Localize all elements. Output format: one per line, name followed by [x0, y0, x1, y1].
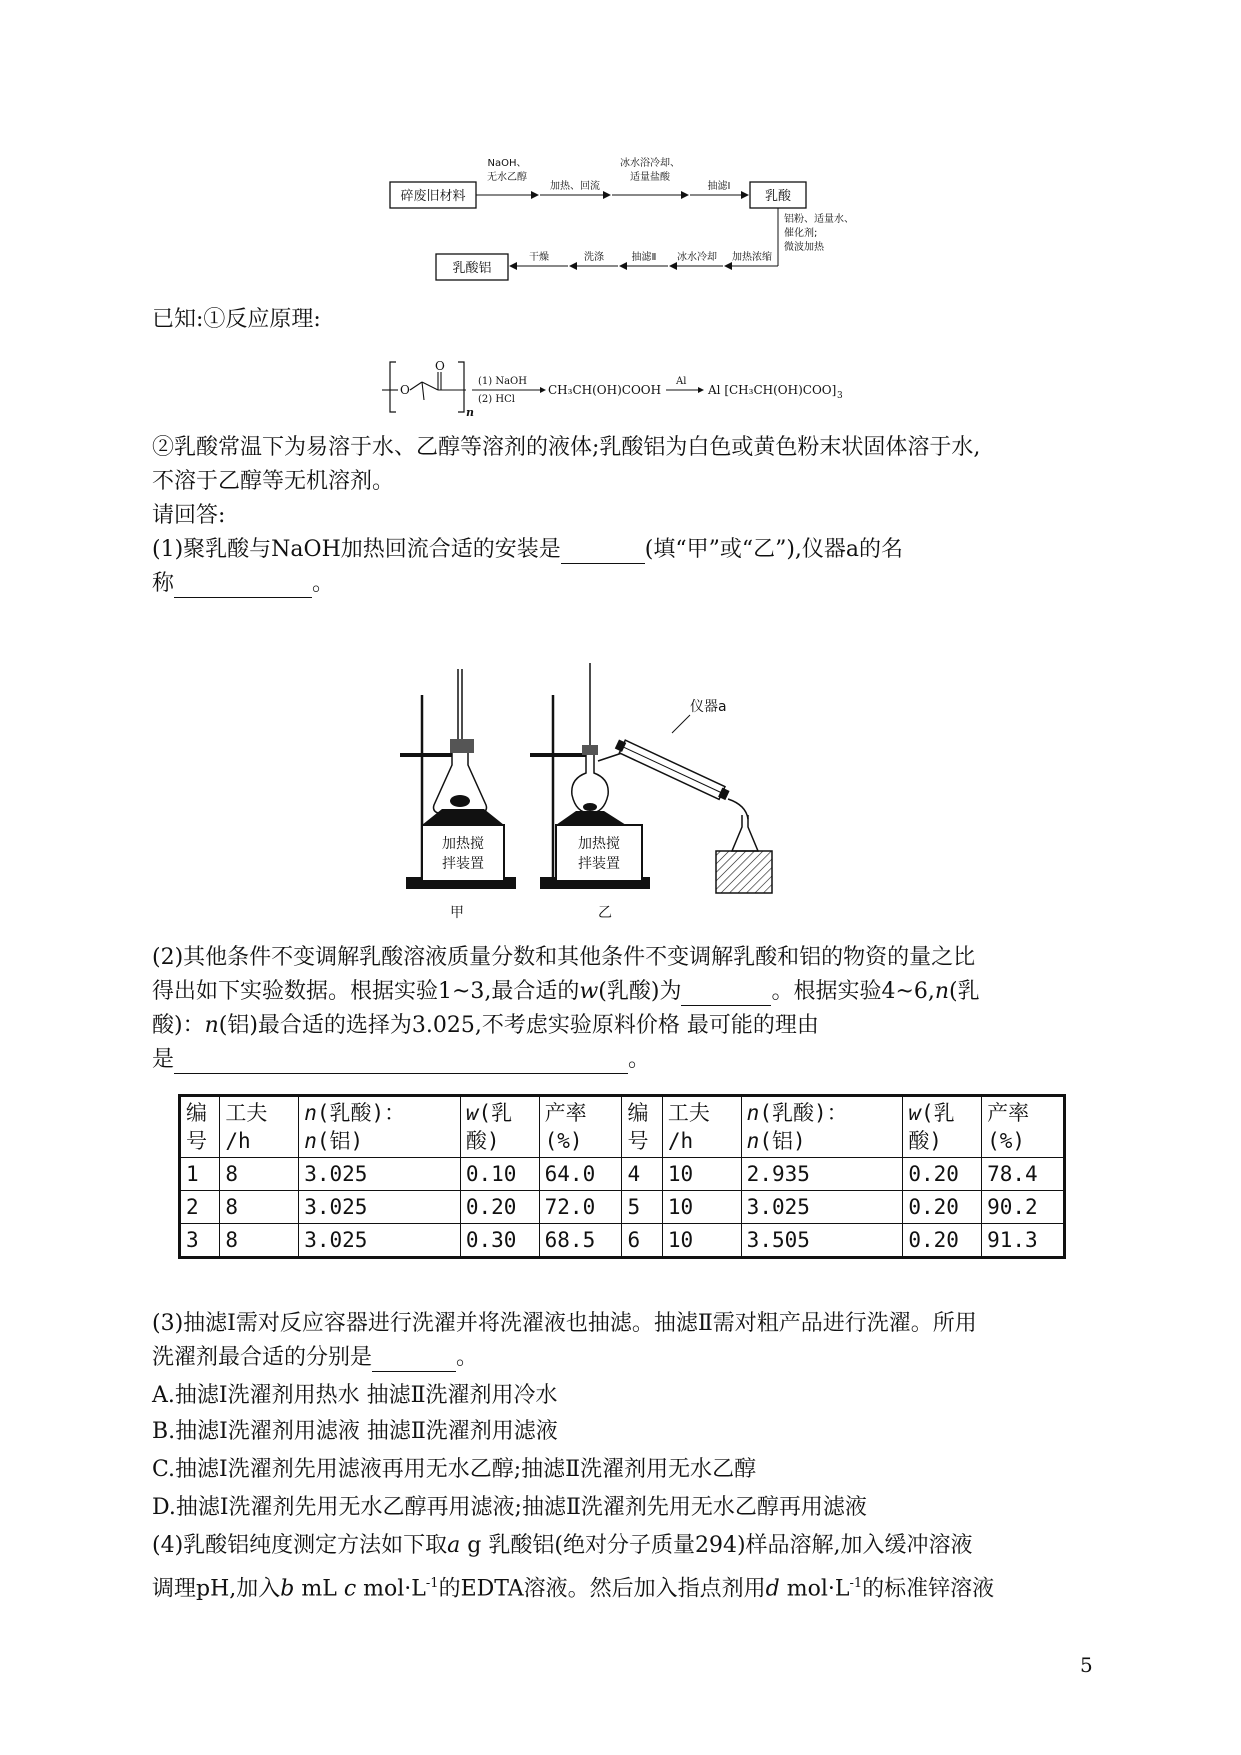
table-cell: 10	[662, 1158, 741, 1191]
label-instrument-a: 仪器a	[690, 699, 727, 715]
q1-text-d: 。	[312, 571, 335, 596]
table-cell: 3.505	[741, 1224, 903, 1258]
table-cell: 10	[662, 1191, 741, 1224]
q2-text-b: (乳酸)为	[598, 979, 682, 1004]
carbonyl-oxygen: O	[435, 359, 445, 373]
table-cell: 3.025	[299, 1191, 461, 1224]
header-cell: 产率 (%)	[982, 1096, 1065, 1158]
please-answer: 请回答:	[152, 503, 226, 528]
table-cell: 3.025	[299, 1158, 461, 1191]
known2-line2: 不溶于乙醇等无机溶剂。	[152, 469, 395, 494]
apparatus-yi	[530, 663, 772, 921]
q2-text-g: 是	[152, 1047, 175, 1072]
q4-text-b: g 乳酸铝(绝对分子质量294)样品溶解,加入缓冲溶液	[460, 1533, 973, 1558]
flow-step3-bottom: 适量盐酸	[630, 172, 670, 183]
table-cell: 68.5	[539, 1224, 622, 1258]
header-cell: 编 号	[622, 1096, 662, 1158]
q4-text-c: 调理pH,加入	[152, 1576, 281, 1602]
table-cell: 0.20	[903, 1158, 982, 1191]
header-cell: 工夫 /h	[662, 1096, 741, 1158]
q2-line4	[152, 1046, 650, 1074]
q1-text-b: (填“甲”或“乙”),仪器a的名	[644, 537, 904, 562]
q4-line2	[152, 1570, 994, 1603]
table-row	[180, 1158, 1065, 1191]
q1-line1	[152, 536, 903, 564]
table-cell: 2	[180, 1191, 220, 1224]
page-number: 5	[1080, 1653, 1093, 1677]
q1-text-a: (1)聚乳酸与NaOH加热回流合适的安装是	[152, 537, 561, 562]
flow-r1: 加热浓缩	[732, 252, 772, 263]
experiment-data-table	[178, 1094, 1066, 1259]
reaction-al-cond: Al	[676, 376, 687, 387]
header-cell: 产率 (%)	[539, 1096, 622, 1158]
process-flowchart	[380, 150, 880, 300]
q3-option-b: B.抽滤Ⅰ洗濯剂用滤液 抽滤Ⅱ洗濯剂用滤液	[152, 1419, 558, 1444]
table-cell: 3	[180, 1224, 220, 1258]
table-cell: 2.935	[741, 1158, 903, 1191]
header-cell: 编 号	[180, 1096, 220, 1158]
table-cell: 6	[622, 1224, 662, 1258]
table-cell: 0.20	[460, 1191, 539, 1224]
q2-line3	[152, 1012, 819, 1040]
q4-text-a: (4)乳酸铝纯度测定方法如下取	[152, 1533, 448, 1558]
q4-sup-2: -1	[849, 1576, 863, 1591]
reaction-scheme	[380, 356, 880, 426]
flow-r4: 洗涤	[584, 252, 604, 263]
flow-down-2: 催化剂;	[784, 228, 818, 239]
header-cell: w(乳 酸)	[903, 1096, 982, 1158]
q1-answer-blank-1[interactable]	[561, 541, 645, 564]
heater-yi-line1: 加热搅	[578, 836, 620, 852]
table-cell: 0.20	[903, 1224, 982, 1258]
table-cell: 91.3	[982, 1224, 1065, 1258]
ester-oxygen: O	[400, 383, 410, 397]
q4-text-e: mol·L	[356, 1576, 426, 1602]
flow-r5: 干燥	[529, 252, 549, 263]
q1-answer-blank-2[interactable]	[174, 575, 312, 598]
flow-lactic-label: 乳酸	[764, 189, 792, 204]
q2-text-f: (铝)最合适的选择为3.025,不考虑实验原料价格 最可能的理由	[218, 1013, 819, 1038]
table-cell: 5	[622, 1191, 662, 1224]
q4-text-d: mL	[294, 1576, 344, 1602]
heater-yi-line2: 拌装置	[578, 856, 620, 872]
header-cell: n(乳酸)： n(铝)	[741, 1096, 903, 1158]
table-cell: 1	[180, 1158, 220, 1191]
apparatus-figure	[390, 655, 870, 925]
table-cell: 4	[622, 1158, 662, 1191]
flow-step1-bottom: 无水乙醇	[487, 172, 527, 183]
table-row	[180, 1224, 1065, 1258]
flow-down-3: 微波加热	[784, 242, 824, 253]
repeat-n: n	[466, 406, 474, 419]
known2-line1: ②乳酸常温下为易溶于水、乙醇等溶剂的液体;乳酸铝为白色或黄色粉末状固体溶于水,	[152, 435, 981, 460]
flow-end-label: 乳酸铝	[452, 261, 492, 276]
label-yi: 乙	[598, 905, 612, 921]
q1-line2	[152, 570, 334, 598]
q4-text-f: 的EDTA溶液。然后加入指点剂用	[438, 1576, 766, 1602]
table-cell: 90.2	[982, 1191, 1065, 1224]
table-cell: 3.025	[741, 1191, 903, 1224]
header-cell: w(乳 酸)	[460, 1096, 539, 1158]
q2-line1: (2)其他条件不变调解乳酸溶液质量分数和其他条件不变调解乳酸和铝的物资的量之比	[152, 945, 976, 970]
q2-var-n: n	[934, 979, 950, 1004]
reaction-cond1: (1) NaOH	[478, 376, 527, 387]
q2-text-d: (乳	[949, 979, 980, 1004]
table-cell: 64.0	[539, 1158, 622, 1191]
table-cell: 3.025	[299, 1224, 461, 1258]
table-cell: 0.30	[460, 1224, 539, 1258]
table-cell: 72.0	[539, 1191, 622, 1224]
q4-line1	[152, 1532, 973, 1560]
header-cell: n(乳酸)： n(铝)	[299, 1096, 461, 1158]
q3-option-d: D.抽滤Ⅰ洗濯剂先用无水乙醇再用滤液;抽滤Ⅱ洗濯剂先用无水乙醇再用滤液	[152, 1495, 867, 1520]
q2-answer-blank-1[interactable]	[681, 983, 771, 1006]
table-cell: 0.20	[903, 1191, 982, 1224]
flow-step4: 抽滤Ⅰ	[707, 181, 731, 192]
flow-down-1: 铝粉、适量水、	[784, 214, 854, 225]
q4-var-a: a	[447, 1533, 461, 1558]
q4-text-g: mol·L	[779, 1576, 850, 1602]
q2-answer-blank-2[interactable]	[174, 1051, 628, 1074]
flow-step3-top: 冰水浴冷却、	[620, 158, 680, 169]
q3-text-b: 。	[456, 1345, 479, 1370]
q2-var-n2: n	[204, 1013, 219, 1038]
table-cell: 8	[220, 1158, 299, 1191]
apparatus-jia	[400, 669, 516, 921]
q1-text-c: 称	[152, 571, 175, 596]
q2-line2	[152, 978, 980, 1006]
flow-step2: 加热、回流	[550, 181, 600, 192]
q3-line2	[152, 1344, 478, 1372]
q2-var-w: w	[579, 979, 599, 1004]
product-aluminum-lactate: Al [CH₃CH(OH)COO]	[708, 383, 837, 397]
table-row	[180, 1191, 1065, 1224]
condenser-instrument-a	[614, 738, 730, 802]
q2-text-e: 酸)：	[152, 1013, 205, 1038]
known-title: 已知:①反应原理:	[152, 307, 321, 332]
q2-text-a: 得出如下实验数据。根据实验1~3,最合适的	[152, 979, 580, 1004]
header-cell: 工夫 /h	[220, 1096, 299, 1158]
flow-step1-top: NaOH、	[487, 158, 527, 169]
q4-sup-1: -1	[425, 1576, 439, 1591]
table-cell: 10	[662, 1224, 741, 1258]
heater-jia-line2: 拌装置	[442, 856, 484, 872]
q3-option-a: A.抽滤Ⅰ洗濯剂用热水 抽滤Ⅱ洗濯剂用冷水	[152, 1383, 558, 1408]
table-header-row	[180, 1096, 1065, 1158]
product-lactic-acid: CH₃CH(OH)COOH	[548, 383, 662, 397]
flow-r2: 冰水冷却	[677, 252, 717, 263]
table-cell: 0.10	[460, 1158, 539, 1191]
q4-var-d: d	[765, 1576, 780, 1602]
table-cell: 8	[220, 1224, 299, 1258]
flow-r3: 抽滤Ⅱ	[631, 252, 657, 263]
reaction-cond2: (2) HCl	[478, 394, 515, 405]
table-cell: 78.4	[982, 1158, 1065, 1191]
q3-answer-blank[interactable]	[372, 1349, 456, 1372]
q3-option-c: C.抽滤Ⅰ洗濯剂先用滤液再用无水乙醇;抽滤Ⅱ洗濯剂用无水乙醇	[152, 1457, 757, 1482]
table-cell: 8	[220, 1191, 299, 1224]
q3-line1: (3)抽滤Ⅰ需对反应容器进行洗濯并将洗濯液也抽滤。抽滤Ⅱ需对粗产品进行洗濯。所用	[152, 1311, 977, 1336]
q4-text-h: 的标准锌溶液	[862, 1576, 995, 1602]
q4-var-b: b	[280, 1576, 295, 1602]
q4-var-c: c	[343, 1576, 357, 1602]
q2-text-h: 。	[628, 1047, 651, 1072]
q3-text-a: 洗濯剂最合适的分别是	[152, 1345, 373, 1370]
product-subscript: 3	[837, 391, 843, 401]
heater-jia-line1: 加热搅	[442, 836, 484, 852]
label-jia: 甲	[450, 905, 464, 921]
flow-start-label: 碎废旧材料	[400, 189, 466, 204]
q2-text-c: 。根据实验4~6,	[771, 979, 935, 1004]
